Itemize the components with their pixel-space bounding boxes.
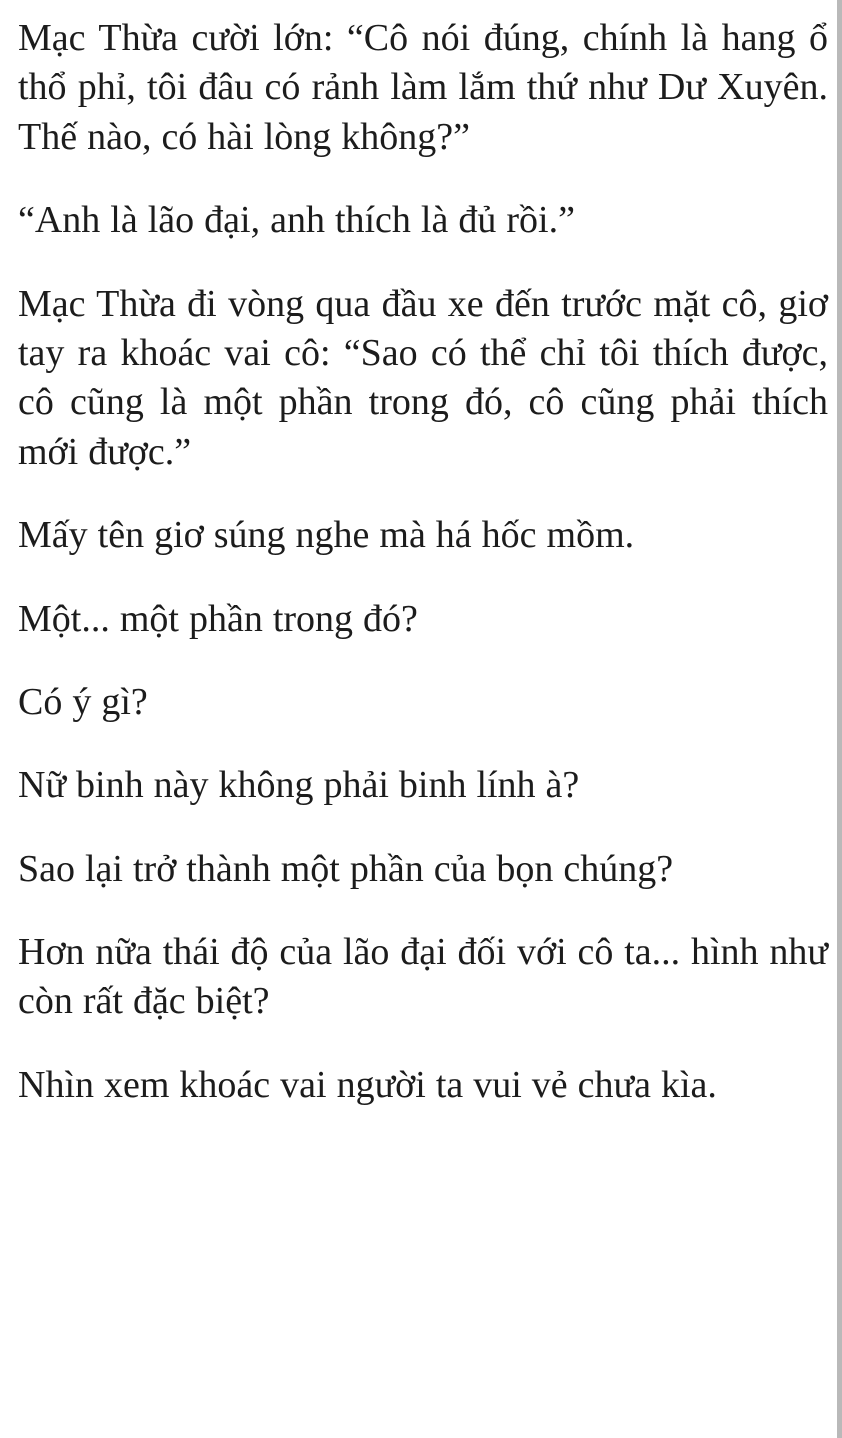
paragraph: Sao lại trở thành một phần của bọn chúng? xyxy=(18,847,674,890)
paragraph: “Anh là lão đại, anh thích là đủ rồi.” xyxy=(18,199,575,242)
paragraph: Mạc Thừa đi vòng qua đầu xe đến trước mặt cô, giơ tay ra khoác vai cô: “Sao có thể chỉ tôi thích được, cô cũng là một phần trong đó, cô cũng phải thích mới được.” xyxy=(18,282,828,473)
scrollbar[interactable] xyxy=(837,0,842,1438)
paragraph: Nữ binh này không phải binh lính à? xyxy=(18,764,580,807)
paragraph: Có ý gì? xyxy=(18,680,148,723)
paragraph: Hơn nữa thái độ của lão đại đối với cô ta... hình như còn rất đặc biệt? xyxy=(18,931,828,1023)
paragraph: Nhìn xem khoác vai người ta vui vẻ chưa kìa. xyxy=(18,1063,717,1106)
chapter-body xyxy=(18,14,828,1110)
paragraph: Một... một phần trong đó? xyxy=(18,597,418,640)
paragraph: Mạc Thừa cười lớn: “Cô nói đúng, chính là hang ổ thổ phỉ, tôi đâu có rảnh làm lắm thứ như Dư Xuyên. Thế nào, có hài lòng không?” xyxy=(18,17,828,158)
paragraph: Mấy tên giơ súng nghe mà há hốc mồm. xyxy=(18,514,635,557)
